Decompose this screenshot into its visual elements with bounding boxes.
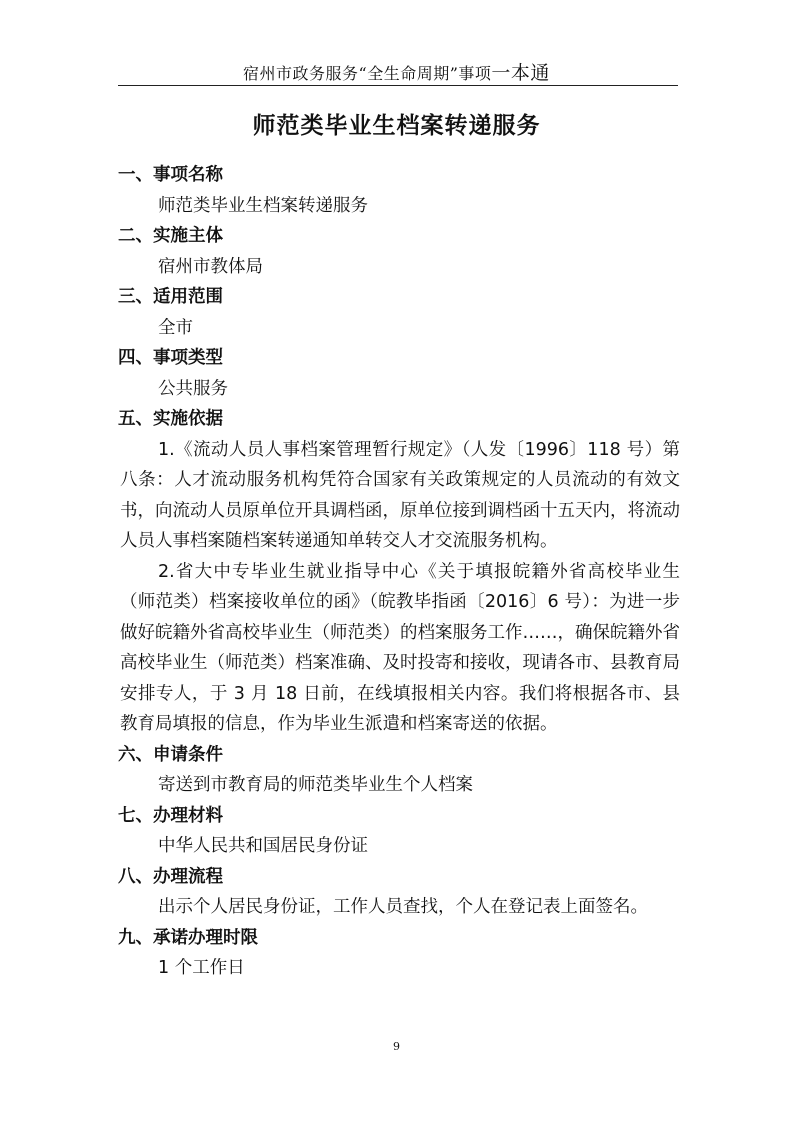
- section-heading-name: 一、事项名称: [118, 165, 223, 185]
- section-value-process: 出示个人居民身份证，工作人员查找，个人在登记表上面签名。: [158, 897, 648, 917]
- section-value-name: 师范类毕业生档案转递服务: [158, 195, 368, 216]
- document-title: 师范类毕业生档案转递服务: [252, 113, 541, 139]
- section-value-scope: 全市: [158, 317, 193, 338]
- section-heading-conditions: 六、申请条件: [118, 744, 223, 765]
- section-value-materials: 中华人民共和国居民身份证: [158, 836, 368, 856]
- section-heading-scope: 三、适用范围: [118, 287, 223, 307]
- page-header: [0, 58, 793, 85]
- section-heading-process: 八、办理流程: [118, 866, 223, 887]
- section-heading-basis: 五、实施依据: [118, 409, 223, 429]
- basis-paragraph-1: 1.《流动人员人事档案管理暂行规定》（人发〔1996〕118 号）第八条：人才流动服务机构凭符合国家有关政策规定的人员流动的有效文书，向流动人员原单位开具调档函，原单位接到调档函十五天内，将流动人员人事档案随档案转递通知单转交人才交流服务机构。: [120, 439, 680, 551]
- header-text: 宿州市政务服务“全生命周期”事项: [243, 64, 492, 83]
- section-heading-type: 四、事项类型: [118, 348, 223, 368]
- section-heading-materials: 七、办理材料: [118, 805, 223, 826]
- section-value-time-limit: 1 个工作日: [158, 958, 245, 978]
- basis-paragraph-2: 2.省大中专毕业生就业指导中心《关于填报皖籍外省高校毕业生（师范类）档案接收单位的函》（皖教毕指函〔2016〕6 号）：为进一步做好皖籍外省高校毕业生（师范类）的档案服务工作……，确保皖籍外省高校毕业生（师范类）档案准确、及时投寄和接收，现请各市、县教育局安排专人，于 3 月 18 日前，在线填报相关内容。我们将根据各市、县教育局填报的信息，作为毕业生派遣和档案寄送的依据。: [120, 561, 680, 734]
- section-value-conditions: 寄送到市教育局的师范类毕业生个人档案: [158, 775, 473, 795]
- section-value-agency: 宿州市教体局: [158, 256, 263, 277]
- section-heading-agency: 二、实施主体: [118, 226, 223, 246]
- header-divider: [118, 85, 678, 86]
- header-text-emphasis: 一本通: [491, 62, 550, 84]
- page-number: 9: [393, 1040, 400, 1053]
- document-body: [120, 160, 680, 984]
- section-heading-time-limit: 九、承诺办理时限: [118, 927, 258, 948]
- section-value-type: 公共服务: [158, 378, 228, 399]
